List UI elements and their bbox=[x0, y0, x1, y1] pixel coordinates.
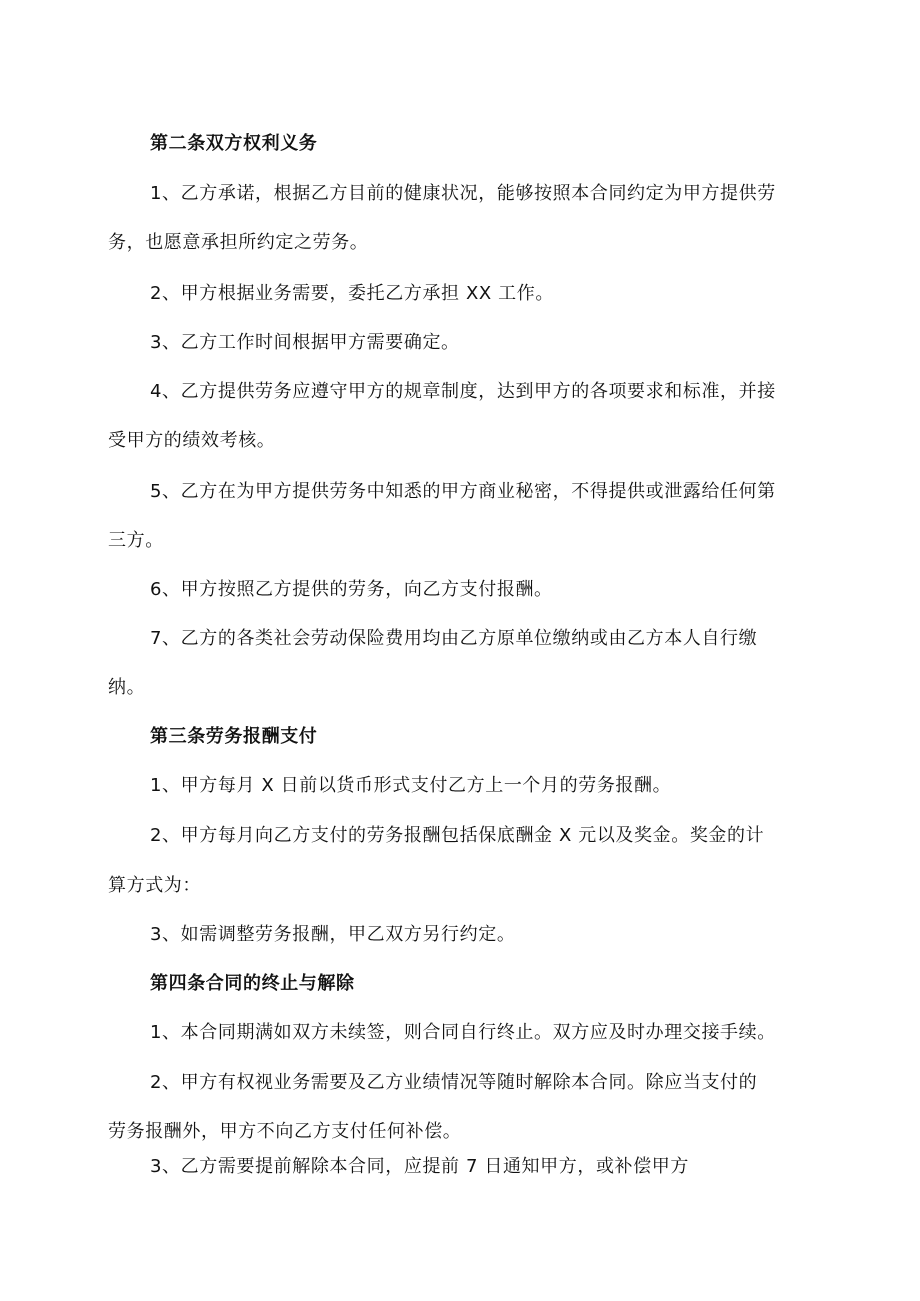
clause-4-2-line-2: 劳务报酬外，甲方不向乙方支付任何补偿。 bbox=[108, 1121, 462, 1142]
section-heading-termination: 第四条合同的终止与解除 bbox=[150, 973, 355, 994]
clause-2-2: 2、甲方根据业务需要，委托乙方承担 XX 工作。 bbox=[150, 283, 554, 304]
clause-2-1-line-1: 1、乙方承诺，根据乙方目前的健康状况，能够按照本合同约定为甲方提供劳 bbox=[150, 183, 776, 204]
clause-4-1: 1、本合同期满如双方未续签，则合同自行终止。双方应及时办理交接手续。 bbox=[150, 1022, 776, 1043]
clause-2-5-line-2: 三方。 bbox=[108, 530, 164, 551]
section-heading-rights-obligations: 第二条双方权利义务 bbox=[150, 133, 318, 154]
clause-2-5-line-1: 5、乙方在为甲方提供劳务中知悉的甲方商业秘密，不得提供或泄露给任何第 bbox=[150, 481, 776, 502]
clause-2-4-line-2: 受甲方的绩效考核。 bbox=[108, 430, 276, 451]
clause-3-3: 3、如需调整劳务报酬，甲乙双方另行约定。 bbox=[150, 924, 516, 945]
clause-4-3: 3、乙方需要提前解除本合同，应提前 7 日通知甲方，或补偿甲方 bbox=[150, 1156, 689, 1177]
clause-2-4-line-1: 4、乙方提供劳务应遵守甲方的规章制度，达到甲方的各项要求和标准，并接 bbox=[150, 381, 776, 402]
clause-3-2-line-1: 2、甲方每月向乙方支付的劳务报酬包括保底酬金 X 元以及奖金。奖金的计 bbox=[150, 825, 765, 846]
clause-2-3: 3、乙方工作时间根据甲方需要确定。 bbox=[150, 332, 460, 353]
clause-2-7-line-1: 7、乙方的各类社会劳动保险费用均由乙方原单位缴纳或由乙方本人自行缴 bbox=[150, 628, 758, 649]
clause-3-2-line-2: 算方式为： bbox=[108, 875, 201, 896]
clause-2-1-line-2: 务，也愿意承担所约定之劳务。 bbox=[108, 232, 369, 253]
section-heading-remuneration: 第三条劳务报酬支付 bbox=[150, 726, 318, 747]
clause-4-2-line-1: 2、甲方有权视业务需要及乙方业绩情况等随时解除本合同。除应当支付的 bbox=[150, 1072, 758, 1093]
clause-2-6: 6、甲方按照乙方提供的劳务，向乙方支付报酬。 bbox=[150, 579, 553, 600]
clause-3-1: 1、甲方每月 X 日前以货币形式支付乙方上一个月的劳务报酬。 bbox=[150, 775, 672, 796]
clause-2-7-line-2: 纳。 bbox=[108, 677, 146, 698]
